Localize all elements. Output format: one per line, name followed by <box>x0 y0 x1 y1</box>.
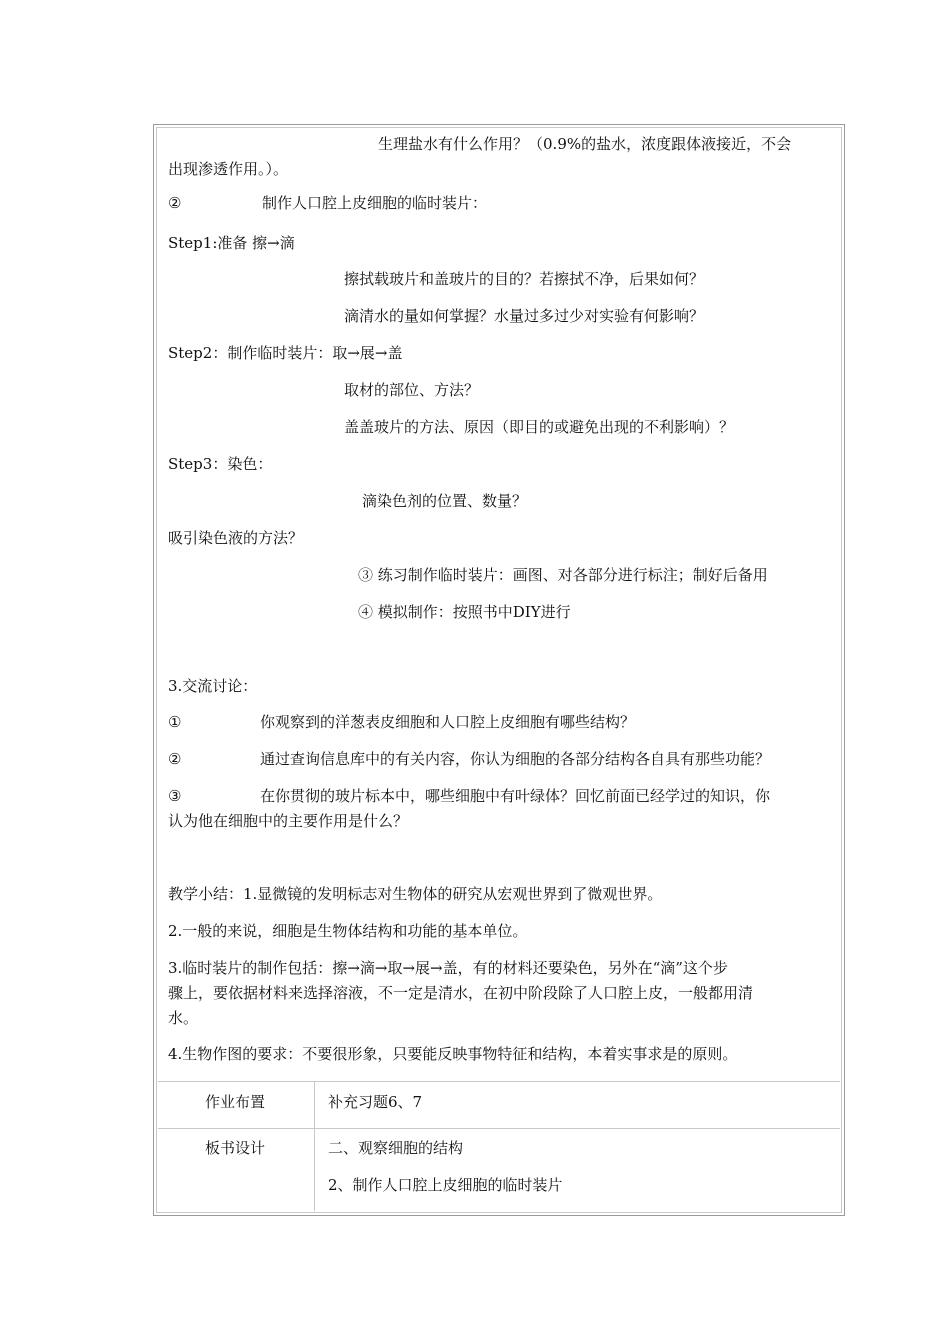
list-number: ③ <box>168 787 182 805</box>
list-number: ② <box>168 750 182 768</box>
question: 取材的部位、方法？ <box>344 381 480 399</box>
step-heading: Step2：制作临时装片：取→展→盖 <box>168 344 403 362</box>
board-design-label: 板书设计 <box>204 1139 265 1157</box>
step-heading: Step3：染色： <box>168 455 273 473</box>
board-design-line: 二、观察细胞的结构 <box>328 1139 464 1157</box>
text-line: ③ 练习制作临时装片：画图、对各部分进行标注；制好后备用 <box>358 566 768 584</box>
text-line: ④ 模拟制作：按照书中DIY进行 <box>358 603 571 621</box>
board-design-line: 2、制作人口腔上皮细胞的临时装片 <box>328 1176 563 1194</box>
table-column-divider <box>314 1081 315 1211</box>
table-row-divider <box>158 1128 840 1129</box>
text-line: 通过查询信息库中的有关内容，你认为细胞的各部分结构各自具有那些功能？ <box>260 750 771 768</box>
list-number: ① <box>168 713 182 731</box>
list-number: ② <box>168 194 182 212</box>
text-line: 生理盐水有什么作用？（0.9%的盐水，浓度跟体液接近，不会 <box>378 135 792 153</box>
homework-value: 补充习题6、7 <box>328 1093 423 1111</box>
text-line: 你观察到的洋葱表皮细胞和人口腔上皮细胞有哪些结构？ <box>260 713 636 731</box>
question: 盖盖玻片的方法、原因（即目的或避免出现的不利影响）？ <box>344 418 735 436</box>
summary-line: 教学小结：1.显微镜的发明标志对生物体的研究从宏观世界到了微观世界。 <box>168 885 663 903</box>
summary-line: 3.临时装片的制作包括：擦→滴→取→展→盖，有的材料还要染色，另外在“滴”这个步 <box>168 959 728 977</box>
summary-line: 水。 <box>168 1009 199 1027</box>
question: 滴清水的量如何掌握？水量过多过少对实验有何影响？ <box>344 307 705 325</box>
question: 吸引染色液的方法？ <box>168 529 304 547</box>
question: 滴染色剂的位置、数量？ <box>362 492 528 510</box>
text-line: 出现渗透作用。）。 <box>168 160 289 178</box>
homework-label: 作业布置 <box>204 1093 265 1111</box>
text-line: 制作人口腔上皮细胞的临时装片： <box>262 194 488 212</box>
table-row-divider <box>158 1081 840 1082</box>
question: 擦拭载玻片和盖玻片的目的？若擦拭不净，后果如何？ <box>344 270 705 288</box>
text-line: 认为他在细胞中的主要作用是什么？ <box>168 812 409 830</box>
summary-line: 骤上，要依据材料来选择溶液，不一定是清水，在初中阶段除了人口腔上皮，一般都用清 <box>168 984 754 1002</box>
step-heading: Step1:准备 擦→滴 <box>168 234 295 252</box>
summary-line: 4.生物作图的要求：不要很形象，只要能反映事物特征和结构，本着实事求是的原则。 <box>168 1045 738 1063</box>
summary-line: 2.一般的来说，细胞是生物体结构和功能的基本单位。 <box>168 922 528 940</box>
section-heading: 3.交流讨论： <box>168 677 258 695</box>
text-line: 在你贯彻的玻片标本中，哪些细胞中有叶绿体？回忆前面已经学过的知识，你 <box>260 787 771 805</box>
